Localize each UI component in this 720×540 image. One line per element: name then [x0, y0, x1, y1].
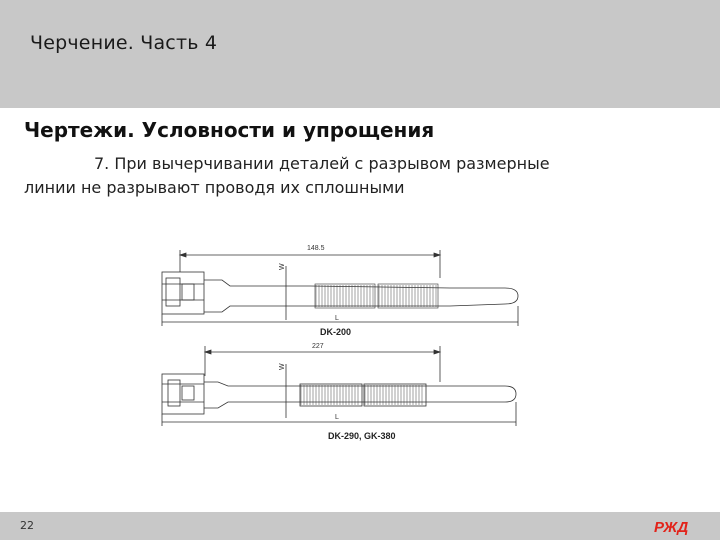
header-title: Черчение. Часть 4	[30, 32, 218, 54]
paragraph-line-2: линии не разрывают проводя их сплошными	[24, 178, 405, 197]
page-number: 22	[20, 519, 34, 532]
caption-bottom: DK-290, GK-380	[328, 431, 396, 441]
l-label-top: L	[335, 315, 339, 322]
caption-top: DK-200	[320, 327, 352, 337]
w-label-top: W	[279, 263, 286, 270]
slide-header	[0, 0, 720, 108]
slide-footer	[0, 512, 720, 540]
logo-text: РЖД	[654, 519, 689, 536]
rzd-logo-icon	[652, 518, 696, 536]
l-label-bottom: L	[335, 414, 339, 421]
dim-label-bottom: 227	[312, 343, 324, 350]
slide-title: Чертежи. Условности и упрощения	[24, 118, 435, 142]
w-label-bottom: W	[279, 363, 286, 370]
paragraph-line-1: 7. При вычерчивании деталей с разрывом размерные	[94, 154, 550, 173]
technical-drawing	[150, 236, 530, 451]
dim-label-top: 148.5	[307, 245, 325, 252]
drawing-dk290	[162, 346, 516, 426]
body-paragraph	[24, 152, 680, 200]
